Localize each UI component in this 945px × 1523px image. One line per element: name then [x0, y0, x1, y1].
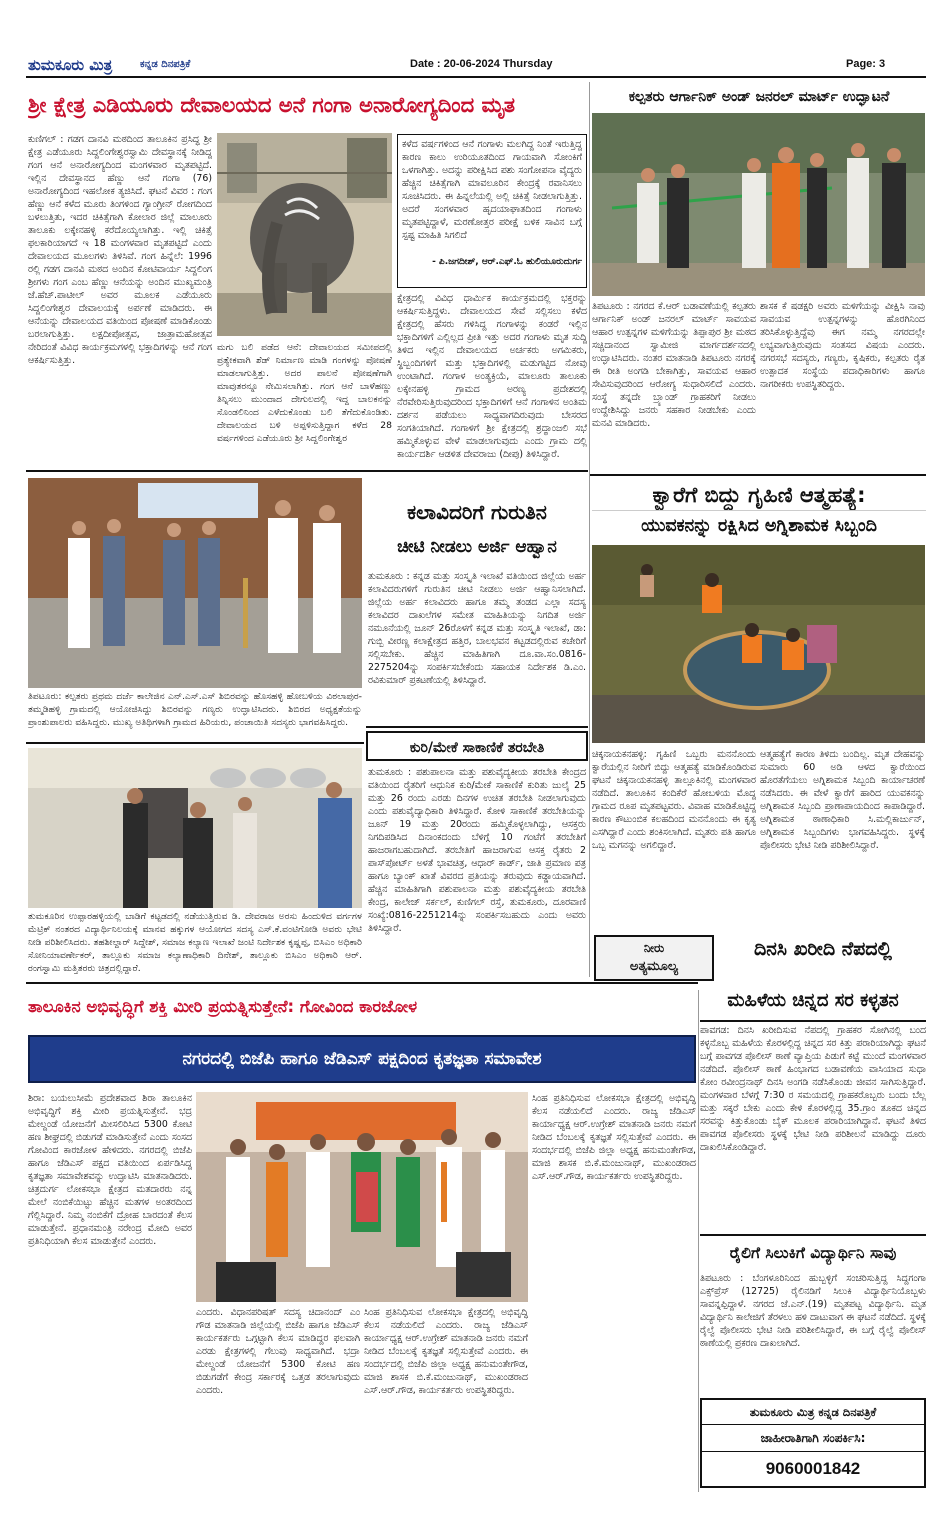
article8-col2: ಎಂದರು. ವಿಧಾನಪರಿಷತ್ ಸದಸ್ಯ ಚಿದಾನಂದ್ ಎಂ ಗೌಡ ಮಾತನಾಡಿ ಜಿಲ್ಲೆಯಲ್ಲಿ ಬಿಜೆಪಿ ಹಾಗೂ ಜೆಡಿಎಸ್ ಕಾರ್ಯಕರ್ತರು ಒಗ್ಗಟ್ಟಾಗಿ ಕೆಲಸ ಮಾಡಿದ್ದರ ಫಲವಾಗಿ ಎರಡು ಕ್ಷೇತ್ರಗಳಲ್ಲಿ ಗೆಲುವು ಸಾಧ್ಯವಾಗಿದೆ. ಭದ್ರಾ ಮೇಲ್ದಂಡೆ ಯೋಜನೆಗೆ 5300 ಕೋಟಿ ಹಣ ಬಿಡುಗಡೆಗೆ ಕೇಂದ್ರ ಸರ್ಕಾರಕ್ಕೆ ಒತ್ತಡ ತರಲಾಗುವುದು ಎಂದರು. — [196, 1307, 360, 1396]
article2-col2: ಶಾಸಕ ಕೆ ಷಡಕ್ಷರಿ ಅವರು ಮಳಿಗೆಯನ್ನು ವೀಕ್ಷಿಸಿ ನಾವು ಸಾವಯವ ಉತ್ಪನ್ನಗಳನ್ನು ಹೊರಗಿನಿಂದ ತರಿಸಿಕೊಳ್ಳುತ್ತಿದ್ದೆವು ಈಗ ನಮ್ಮ ನಗರದಲ್ಲೇ ಲಭ್ಯವಾಗುತ್ತಿರುವುದು ಸಂತಸದ ವಿಷಯ ಎಂದರು. ನಗರಸಭೆ ಸದಸ್ಯರು, ಗಣ್ಯರು, ಕೃಷಿಕರು, ಕಲ್ಪತರು ರೈತ ಉತ್ಪಾದಕ ಸಂಸ್ಥೆಯ ಪದಾಧಿಕಾರಿಗಳು ಹಾಗೂ ನಾಗರೀಕರು ಉಪಸ್ಥಿತರಿದ್ದರು. — [760, 301, 925, 390]
article8-banner — [28, 1035, 696, 1083]
article7-body: ತಿಪಟೂರು : ಬೆಂಗಳೂರಿನಿಂದ ಹುಬ್ಬಳ್ಳಿಗೆ ಸಂಚರಿಸುತ್ತಿದ್ದ ಸಿದ್ದಗಂಗಾ ಎಕ್ಸ್‌ಪ್ರೆಸ್ (12725) ರೈಲಿನಡಿಗೆ ಸಿಲುಕಿ ವಿದ್ಯಾರ್ಥಿನಿಯೊಬ್ಬಳು ಸಾವನ್ನಪ್ಪಿದ್ದಾಳೆ. ನಗರದ ಜೆ.ಎನ್.(19) ಮೃತಪಟ್ಟ ವಿದ್ಯಾರ್ಥಿನಿ. ಮೃತ ವಿದ್ಯಾರ್ಥಿನಿ ಕಾಲೇಜಿಗೆ ತೆರಳಲು ಹಳಿ ದಾಟುವಾಗ ಈ ಘಟನೆ ನಡೆದಿದೆ. ಸ್ಥಳಕ್ಕೆ ರೈಲ್ವೆ ಪೊಲೀಸರು ಭೇಟಿ ನೀಡಿ ಪರಿಶೀಲಿಸಿದ್ದಾರೆ, ಈ ಬಗ್ಗೆ ರೈಲ್ವೆ ಪೊಲೀಸ್ ಠಾಣೆಯಲ್ಲಿ ಪ್ರಕರಣ ದಾಖಲಾಗಿದೆ. — [700, 1273, 926, 1349]
masthead-rule — [26, 76, 926, 78]
article5-headline: ಕುರಿ/ಮೇಕೆ ಸಾಕಾಣಿಕೆ ತರಬೇತಿ — [366, 731, 588, 761]
col-divider-bottom — [698, 990, 699, 1492]
ad-box — [700, 1398, 926, 1488]
article4-headline-line1: ಕಲಾವಿದರಿಗೆ ಗುರುತಿನ — [407, 500, 547, 524]
ad-box-line2: ಜಾಹೀರಾತಿಗಾಗಿ ಸಂಪರ್ಕಿಸಿ: — [702, 1425, 924, 1452]
article2-col1: ತಿಪಟೂರು : ನಗರದ ಕೆ.ಆರ್ ಬಡಾವಣೆಯಲ್ಲಿ ಕಲ್ಪತರು ಆರ್ಗಾನಿಕ್ ಅಂಡ್ ಜನರಲ್ ಮಾರ್ಟ್ ಸಾವಯವ ಆಹಾರ ಉತ್ಪನ್ನಗಳ ಮಳಿಗೆಯನ್ನು ತಿಪ್ಪಾಪುರ ಶ್ರೀ ಮಠದ ಸಚ್ಚಿದಾನಂದ ಸ್ವಾಮೀಜಿ ಮಾರ್ಗದರ್ಶನದಲ್ಲಿ ಉದ್ಘಾಟಿಸಿದರು. ನಂತರ ಮಾತನಾಡಿ ತಿಪಟೂರು ನಗರಕ್ಕೆ ಈ ರೀತಿ ಅಂಗಡಿ ಬೇಕಾಗಿತ್ತು, ಸಾವಯವ ಆಹಾರ ಸೇವಿಸುವುದರಿಂದ ಆರೋಗ್ಯ ಸುಧಾರಿಸಲಿದೆ ಎಂದರು. ಸಂಸ್ಥೆ ತನ್ನದೇ ಬ್ರ್ಯಾಂಡ್ ಗ್ರಾಹಕರಿಗೆ ನೀಡಲು ಉದ್ದೇಶಿಸಿದ್ದು ಜನರು ಸಹಕಾರ ನೀಡಬೇಕು ಎಂದು ಮನವಿ ಮಾಡಿದರು. — [592, 301, 756, 429]
article4-body: ತುಮಕೂರು : ಕನ್ನಡ ಮತ್ತು ಸಂಸ್ಕೃತಿ ಇಲಾಖೆ ವತಿಯಿಂದ ಜಿಲ್ಲೆಯ ಅರ್ಹ ಕಲಾವಿದರುಗಳಿಗೆ ಗುರುತಿನ ಚೀಟಿ ನೀಡಲು ಅರ್ಜಿ ಆಹ್ವಾನಿಸಲಾಗಿದೆ. ಜಿಲ್ಲೆಯ ಅರ್ಹ ಕಲಾವಿದರು ಹಾಗೂ ತಮ್ಮ ತಂಡದ ಎಲ್ಲಾ ಸದಸ್ಯ ಕಲಾವಿದರ ದಾಖಲೆಗಳ ಸಮೇತ ಮಾಹಿತಿಯನ್ನು ನಿಗದಿತ ಅರ್ಜಿ ನಮೂನೆಯಲ್ಲಿ ಜೂನ್ 26ರೊಳಗೆ ಕನ್ನಡ ಮತ್ತು ಸಂಸ್ಕೃತಿ ಇಲಾಖೆ, ಡಾ: ಗುಬ್ಬಿ ವೀರಣ್ಣ ಕಲಾಕ್ಷೇತ್ರದ ಹತ್ತಿರ, ಬಾಲಭವನ ಕಟ್ಟಡದಲ್ಲಿರುವ ಕಚೇರಿಗೆ ಸಲ್ಲಿಸಬೇಕು. ಹೆಚ್ಚಿನ ಮಾಹಿತಿಗಾಗಿ ದೂ.ವಾ.ಸಂ.0816-2275204ನ್ನು ಸಂಪರ್ಕಿಸಬೇಕೆಂದು ಸಹಾಯಕ ನಿರ್ದೇಶಕ ಡಿ.ಎಂ. ರವಿಕುಮಾರ್ ಪ್ರಕಟಣೆಯಲ್ಲಿ ತಿಳಿಸಿದ್ದಾರೆ. — [368, 571, 586, 686]
masthead-date: Date : 20-06-2024 Thursday — [410, 58, 553, 70]
article4-headline-line2: ಚೀಟಿ ನೀಡಲು ಅರ್ಜಿ ಆಹ್ವಾನ — [397, 537, 557, 557]
article8-col4: ಸಿಂಹ ಪ್ರತಿನಿಧಿಸುವ ಲೋಕಸಭಾ ಕ್ಷೇತ್ರದಲ್ಲಿ ಅಭಿವೃದ್ಧಿ ಕೆಲಸ ನಡೆಯಲಿದೆ ಎಂದರು. ರಾಜ್ಯ ಜೆಡಿಎಸ್ ಕಾರ್ಯಾಧ್ಯಕ್ಷ ಆರ್.ಉಗ್ರೇಶ್ ಮಾತನಾಡಿ ಜನರು ನಮಗೆ ನೀಡಿದ ಬೆಂಬಲಕ್ಕೆ ಕೃತಜ್ಞತೆ ಸಲ್ಲಿಸುತ್ತೇವೆ ಎಂದರು. ಈ ಸಂದರ್ಭದಲ್ಲಿ ಬಿಜೆಪಿ ಜಿಲ್ಲಾ ಅಧ್ಯಕ್ಷ ಹನುಮಂತೇಗೌಡ, ಮಾಜಿ ಶಾಸಕ ಬಿ.ಕೆ.ಮಂಜುನಾಥ್, ಮುಖಂಡರಾದ ಎಸ್.ಆರ್.ಗೌಡ, ಕಾರ್ಯಕರ್ತರು ಉಪಸ್ಥಿತರಿದ್ದರು. — [532, 1093, 696, 1182]
event1-photo — [28, 478, 362, 688]
article3-col1: ಚಿಕ್ಕನಾಯಕನಹಳ್ಳಿ: ಗೃಹಿಣಿ ಒಬ್ಬರು ಮನನೊಂದು ಕ್ವಾರೆಯಲ್ಲಿನ ನೀರಿಗೆ ಬಿದ್ದು ಆತ್ಮಹತ್ಯೆ ಮಾಡಿಕೊಂಡಿರುವ ಘಟನೆ ಚಿಕ್ಕನಾಯಕನಹಳ್ಳಿ ತಾಲ್ಲೂಕಿನಲ್ಲಿ ಮಂಗಳವಾರ ನಡೆದಿದೆ. ತಾಲೂಕಿನ ಕಂದಿಕೆರೆ ಹೋಬಳಿಯ ಮೊದ್ದ ಗ್ರಾಮದ ರೂಪ ಮೃತಪಟ್ಟವರು. ವಿವಾಹ ಮಾಡಿಕೊಟ್ಟಿದ್ದ ಕಾರಣ ಕೌಟುಂಬಿಕ ಕಲಹದಿಂದ ಮನನೊಂದು ಈ ಕೃತ್ಯ ಎಸಗಿದ್ದಾರೆ ಎಂದು ಶಂಕಿಸಲಾಗಿದೆ. ಮೃತರು ಪತಿ ಹಾಗೂ ಒಬ್ಬ ಮಗನನ್ನು ಅಗಲಿದ್ದಾರೆ. — [592, 749, 756, 851]
article1-rule — [26, 470, 588, 472]
article8-rally-photo — [196, 1092, 528, 1302]
article6-rule-top — [700, 1020, 926, 1022]
article2-inauguration-photo — [592, 113, 925, 296]
article1-boxed-quote — [397, 134, 587, 288]
article3-col2: ಆತ್ಮಹತ್ಯೆಗೆ ಕಾರಣ ತಿಳಿದು ಬಂದಿಲ್ಲ. ಮೃತ ದೇಹವನ್ನು ಸುಮಾರು 60 ಅಡಿ ಆಳದ ಕ್ವಾರೆಯಿಂದ ಹೊರತೆಗೆಯಲು ಅಗ್ನಿಶಾಮಕ ಸಿಬ್ಬಂದಿ ಕಾರ್ಯಾಚರಣೆ ನಡೆಸಿದರು. ಈ ವೇಳೆ ಕ್ವಾರೆಗೆ ಹಾರಿದ ಯುವಕನನ್ನು ಅಗ್ನಿಶಾಮಕ ಸಿಬ್ಬಂದಿ ಪ್ರಾಣಾಪಾಯದಿಂದ ಕಾಪಾಡಿದ್ದಾರೆ. ಅಗ್ನಿಶಾಮಕ ಠಾಣಾಧಿಕಾರಿ ಸಿ.ಮಲ್ಲಿಕಾರ್ಜುನ್, ಅಗ್ನಿಶಾಮಕ ಸಿಬ್ಬಂದಿಗಳು ಭಾಗವಹಿಸಿದ್ದರು. ಸ್ಥಳಕ್ಕೆ ಪೊಲೀಸರು ಭೇಟಿ ನೀಡಿ ಪರಿಶೀಲಿಸಿದ್ದಾರೆ. — [760, 749, 925, 851]
water-box-line1: ನೀರು — [643, 941, 665, 955]
article4-rule — [366, 726, 588, 728]
event2-photo — [28, 748, 362, 908]
article3-headline-line2: ಯುವಕನನ್ನು ರಕ್ಷಿಸಿದ ಅಗ್ನಿಶಾಮಕ ಸಿಬ್ಬಂದಿ — [592, 510, 926, 540]
article8-headline: ತಾಲೂಕಿನ ಅಭಿವೃದ್ಧಿಗೆ ಶಕ್ತಿ ಮೀರಿ ಪ್ರಯತ್ನಿಸುತ್ತೇನೆ: ಗೋವಿಂದ ಕಾರಜೋಳ — [28, 997, 418, 1016]
ad-box-line1: ತುಮಕೂರು ಮಿತ್ರ ಕನ್ನಡ ದಿನಪತ್ರಿಕೆ — [702, 1400, 924, 1425]
article6-headline-line2: ಮಹಿಳೆಯ ಚಿನ್ನದ ಸರ ಕಳ್ಳತನ — [727, 990, 899, 1011]
article7-headline: ರೈಲಿಗೆ ಸಿಲುಕಿಗೆ ವಿದ್ಯಾರ್ಥಿನಿ ಸಾವು — [729, 1244, 897, 1262]
article2-rule — [590, 474, 926, 476]
col-divider-left — [589, 82, 590, 977]
article7-rule — [700, 1234, 926, 1236]
event1-caption: ತಿಪಟೂರು: ಕಲ್ಪತರು ಪ್ರಥಮ ದರ್ಜೆ ಕಾಲೇಜಿನ ಎನ್.ಎಸ್.ಎಸ್ ಶಿಬಿರವನ್ನು ಹೊಸಹಳ್ಳಿ ಹೋಬಳಿಯ ವಿಠಲಾಪುರ-ತಮ್ಮಡಿಹಳ್ಳಿ ಗ್ರಾಮದಲ್ಲಿ ಆಯೋಜಿಸಿದ್ದು ಶಿಬಿರವನ್ನು ಗಣ್ಯರು ಉದ್ಘಾಟಿಸಿದರು. ಶಿಬಿರದ ಅಧ್ಯಕ್ಷತೆಯನ್ನು ಪ್ರಾಂಶುಪಾಲರು ವಹಿಸಿದ್ದರು. ಮುಖ್ಯ ಅತಿಥಿಗಳಾಗಿ ಗ್ರಾಮದ ಹಿರಿಯರು, ಪಂಚಾಯಿತಿ ಸದಸ್ಯರು ಭಾಗವಹಿಸಿದ್ದರು. — [28, 691, 362, 728]
event2-caption: ತುಮಕೂರಿನ ಉಪ್ಪಾರಹಳ್ಳಿಯಲ್ಲಿ ಬಾಡಿಗೆ ಕಟ್ಟಡದಲ್ಲಿ ನಡೆಯುತ್ತಿರುವ ಡಿ. ದೇವರಾಜ ಅರಸು ಹಿಂದುಳಿದ ವರ್ಗಗಳ ಮೆಟ್ರಿಕ್ ನಂತರದ ವಿದ್ಯಾರ್ಥಿನಿಲಯಕ್ಕೆ ಮಾನವ ಹಕ್ಕುಗಳ ಆಯೋಗದ ಸದಸ್ಯ ಎಸ್.ಕೆ.ವಂಟಿಗೋಡಿ ಅವರು ಭೇಟಿ ನೀಡಿ ಪರಿಶೀಲಿಸಿದರು. ತಹಶೀಲ್ದಾರ್ ಸಿದ್ದೇಶ್, ಸಮಾಜ ಕಲ್ಯಾಣ ಇಲಾಖೆ ಜಂಟಿ ನಿರ್ದೇಶಕ ಕೃಷ್ಣಪ್ಪ, ಬಿಸಿಎಂ ಅಧಿಕಾರಿ ಸೋನಿಯಾವರ್ಣೇಕರ್, ತಾಲ್ಲೂಕು ಸಮಾಜ ಕಲ್ಯಾಣಾಧಿಕಾರಿ ದಿನೇಶ್, ತಾಲ್ಲೂಕು ಬಿಸಿಎಂ ಅಧಿಕಾರಿ ಆರ್. ರಂಗಸ್ವಾಮಿ ಮತ್ತಿತರರು ಚಿತ್ರದಲ್ಲಿದ್ದಾರೆ. — [28, 911, 362, 974]
article8-top-rule — [26, 982, 698, 984]
masthead-page: Page: 3 — [846, 58, 886, 70]
article8-col3: ಸಿಂಹ ಪ್ರತಿನಿಧಿಸುವ ಲೋಕಸಭಾ ಕ್ಷೇತ್ರದಲ್ಲಿ ಅಭಿವೃದ್ಧಿ ಕೆಲಸ ನಡೆಯಲಿದೆ ಎಂದರು. ರಾಜ್ಯ ಜೆಡಿಎಸ್ ಕಾರ್ಯಾಧ್ಯಕ್ಷ ಆರ್.ಉಗ್ರೇಶ್ ಮಾತನಾಡಿ ಜನರು ನಮಗೆ ನೀಡಿದ ಬೆಂಬಲಕ್ಕೆ ಕೃತಜ್ಞತೆ ಸಲ್ಲಿಸುತ್ತೇವೆ ಎಂದರು. ಈ ಸಂದರ್ಭದಲ್ಲಿ ಬಿಜೆಪಿ ಜಿಲ್ಲಾ ಅಧ್ಯಕ್ಷ ಹನುಮಂತೇಗೌಡ, ಮಾಜಿ ಶಾಸಕ ಬಿ.ಕೆ.ಮಂಜುನಾಥ್, ಮುಖಂಡರಾದ ಎಸ್.ಆರ್.ಗೌಡ, ಕಾರ್ಯಕರ್ತರು ಉಪಸ್ಥಿತರಿದ್ದರು. — [364, 1307, 528, 1396]
masthead-logo: ತುಮಕೂರು ಮಿತ್ರ — [28, 56, 113, 74]
article2-headline: ಕಲ್ಪತರು ಆರ್ಗಾನಿಕ್ ಅಂಡ್ ಜನರಲ್ ಮಾರ್ಟ್ ಉದ್ಘಾಟನೆ — [628, 89, 890, 105]
article1-elephant-photo — [217, 133, 392, 336]
article1-boxed-text: ಕಳೆದ ವರ್ಷಗಳಿಂದ ಆನೆ ಗಂಗಾಳು ಮಲಗಿದ್ದ ನಿಂತೆ ಇರುತ್ತಿದ್ದ ಕಾರಣ ಕಾಲು ಉರಿಯೂತದಿಂದ ಗಾಯವಾಗಿ ಸೋಂಕಿಗೆ ಒಳಗಾಗಿತ್ತು. ಅದನ್ನು ಪರೀಕ್ಷಿಸಿದ ಪಶು ಸಂಗೋಪನಾ ವೈದ್ಯರು ಹೆಚ್ಚಿನ ಚಿಕಿತ್ಸೆಗಾಗಿ ಮಾವಲೂರಿನ ಕೇಂದ್ರಕ್ಕೆ ರವಾನಿಸಲು ಸೂಚಿಸಿದರು. ಈ ಹಿನ್ನಲೆಯಲ್ಲಿ ಅಲ್ಲಿ ಚಿಕಿತ್ಸೆ ನೀಡಲಾಗುತ್ತಿತ್ತು. ಅದರೆ ಸಂಗಳವಾರ ಹೃದಯಾಘಾತದಿಂದ ಗಂಗಾಳು ಮೃತಪಟ್ಟಿದ್ದಾಳೆ, ಮರಣೋತ್ತರ ಪರೀಕ್ಷೆ ಬಳಿಕ ಸಾವಿನ ಬಗ್ಗೆ ಸ್ಪಷ್ಟ ಮಾಹಿತಿ ಸಿಗಲಿದೆ — [402, 139, 582, 241]
article8-col1: ಶಿರಾ: ಬಯಲುಸೀಮೆ ಪ್ರದೇಶವಾದ ಶಿರಾ ತಾಲೂಕಿನ ಅಭಿವೃದ್ಧಿಗೆ ಶಕ್ತಿ ಮೀರಿ ಪ್ರಯತ್ನಿಸುತ್ತೇನೆ. ಭದ್ರ ಮೇಲ್ದಂಡೆ ಯೋಜನೆಗೆ ಮೀಸಲಿರಿಸಿದ 5300 ಕೋಟಿ ಹಣ ಶೀಘ್ರದಲ್ಲಿ ಬಿಡುಗಡೆ ಮಾಡಿಸುತ್ತೇನೆ ಎಂದು ಸಂಸದ ಗೋವಿಂದ ಕಾರಜೋಳ ಹೇಳಿದರು. ನಗರದಲ್ಲಿ ಬಿಜೆಪಿ ಹಾಗೂ ಜೆಡಿಎಸ್ ಪಕ್ಷದ ವತಿಯಿಂದ ಏರ್ಪಡಿಸಿದ್ದ ಕೃತಜ್ಞತಾ ಸಮಾವೇಶವನ್ನು ಉದ್ಘಾಟಿಸಿ ಮಾತನಾಡಿದರು. ಚಿತ್ರದುರ್ಗ ಲೋಕಸಭಾ ಕ್ಷೇತ್ರದ ಮತದಾರರು ನನ್ನ ಮೇಲೆ ನಂಬಿಕೆಯಿಟ್ಟು ಹೆಚ್ಚಿನ ಮತಗಳ ಅಂತರದಿಂದ ಗೆಲ್ಲಿಸಿದ್ದಾರೆ. ನಿಮ್ಮ ನಂಬಿಕೆಗೆ ದ್ರೋಹ ಬಾರದಂತೆ ಕೆಲಸ ಮಾಡುತ್ತೇನೆ. ಪ್ರಧಾನಮಂತ್ರಿ ನರೇಂದ್ರ ಮೋದಿ ಅವರ ಪ್ರತಿನಿಧಿಯಾಗಿ ಕೆಲಸ ಮಾಡುತ್ತೇನೆ ಎಂದರು. — [28, 1093, 192, 1247]
masthead-tagline: ಕನ್ನಡ ದಿನಪತ್ರಿಕೆ — [140, 59, 191, 70]
article1-headline: ಶ್ರೀ ಕ್ಷೇತ್ರ ಎಡಿಯೂರು ದೇವಾಲಯದ ಅನೆ ಗಂಗಾ ಅನಾರೋಗ್ಯದಿಂದ ಮೃತ — [28, 93, 516, 117]
article1-col3: ಕ್ಷೇತ್ರದಲ್ಲಿ ವಿವಿಧ ಧಾರ್ಮಿಕ ಕಾರ್ಯಕ್ರಮದಲ್ಲಿ ಭಕ್ತರನ್ನು ಆಕರ್ಷಿಸುತ್ತಿದ್ದಳು. ದೇವಾಲಯದ ಸೇವೆ ಸಲ್ಲಿಸಲು ಕಳೆದ ಕ್ಷೇತ್ರದಲ್ಲಿ ಹೆಸರು ಗಳಿಸಿದ್ದ ಗಂಗಾಳನ್ನು ಕಂಡರೆ ಇಲ್ಲಿನ ಭಕ್ತಾದಿಗಳಿಗೆ ಎಲ್ಲಿಲ್ಲದ ಪ್ರೀತಿ ಇತ್ತು ಅದರ ಗಂಗಾಳು ಮೃತ ಸುದ್ದಿ ತಿಳಿದ ಇಲ್ಲಿನ ದೇವಾಲಯದ ಅರ್ಚಕರು ಅಗಮಿಕರು, ಸ್ಥಿಬ್ಬಂದಿಗಳಿಗೆ ಮತ್ತು ಭಕ್ತಾದಿಗಳಲ್ಲಿ ಮಡುಗಟ್ಟಿದ ನೋವು ಉಂಟಾಗಿದೆ. ಗಂಗಾಳ ಅಂತ್ಯಕ್ರಿಯೆ, ಮಾಲೂರು ತಾಲೂಕು ಲಕ್ಕೇನಹಳ್ಳಿ ಗ್ರಾಮದ ಅರಣ್ಯ ಪ್ರದೇಶದಲ್ಲಿ ನೆರವೇರಿಸುತ್ತಿರುವುದರಿಂದ ಭಕ್ತಾದಿಗಳಿಗೆ ಆನೆ ಗಂಗಾಳಿನ ಅಂತಿಮ ದರ್ಶನ ಪಡೆಯಲು ಸಾಧ್ಯವಾಗದಿರುವುದು ಬೇಸರದ ಸಂಗತಿಯಾಗಿದೆ. ಗಂಗಾಳಿಗೆ ಶ್ರೀ ಕ್ಷೇತ್ರದಲ್ಲಿ ಶ್ರದ್ಧಾಂಜಲಿ ಸಭೆ ಹಮ್ಮಿಕೊಳ್ಳುವ ವೇಳೆ ಮಾಡಲಾಗುವುದು ಎಂದು ಗ್ರಾಮ ದಲ್ಲಿ ಕಾರ್ಯದರ್ಶಿ ಆಡಳಿತ ದೇವರಾಜು (ದೀಪು) ತಿಳಿಸಿದ್ದಾರೆ. — [397, 293, 587, 460]
water-box — [594, 935, 714, 981]
article6-body: ಪಾವಗಡ: ದಿನಸಿ ಖರೀದಿಸುವ ನೆಪದಲ್ಲಿ ಗ್ರಾಹಕರ ಸೋಗಿನಲ್ಲಿ ಬಂದ ಕಳ್ಳನೊಬ್ಬ ಮಹಿಳೆಯ ಕೊರಳಲ್ಲಿದ್ದ ಚಿನ್ನದ ಸರ ಕಿತ್ತು ಪರಾರಿಯಾಗಿದ್ದು ಘಟನೆ ಬಗ್ಗೆ ಪಾವಗಡ ಪೊಲೀಸ್ ಠಾಣೆ ವ್ಯಾಪ್ತಿಯ ಪಿಡುಗೆ ಕಟ್ಟೆ ಮುಂದೆ ಮಂಗಳವಾರ ನಡೆದಿದೆ. ಪೊಲೀಸ್ ಠಾಣೆ ಹಿಂಭಾಗದ ಬಡಾವಣೆಯ ವಾಸಿಯಾದ ಸುಧಾ ಕೋಂ ರವೀಂದ್ರನಾಥ್ ದಿನಸಿ ಅಂಗಡಿ ನಡೆಸಿಕೊಂಡು ಜೀವನ ಸಾಗಿಸುತ್ತಿದ್ದಾರೆ. ಮಂಗಳವಾರ ಬೆಳಗ್ಗೆ 7:30 ರ ಸಮಯದಲ್ಲಿ ಗ್ರಾಹಕರೊಬ್ಬರು ಬಂದು ಬೆಲ್ಲ ಮತ್ತು ಸಕ್ಕರೆ ಬೇಕು ಎಂದು ಕೇಳಿ ಕೊರಳಲ್ಲಿದ್ದ 35.ಗ್ರಾಂ ತೂಕದ ಚಿನ್ನದ ಸರವನ್ನು ಕಿತ್ತುಕೊಂಡು ಬೈಕ್ ಮೂಲಕ ಪರಾರಿಯಾಗಿದ್ದಾನೆ. ಘಟನೆ ತಿಳಿದ ಪಾವಗಡ ಪೊಲೀಸರು ಸ್ಥಳಕ್ಕೆ ಭೇಟಿ ನೀಡಿ ಪರಿಶೀಲನೆ ಮಾಡಿದ್ದು ದೂರು ದಾಖಲಿಸಿಕೊಂಡಿದ್ದಾರೆ. — [700, 1025, 926, 1153]
article8-banner-text: ನಗರದಲ್ಲಿ ಬಿಜೆಪಿ ಹಾಗೂ ಜೆಡಿಎಸ್ ಪಕ್ಷದಿಂದ ಕೃತಜ್ಞತಾ ಸಮಾವೇಶ — [182, 1049, 542, 1069]
article1-col1: ಕುಣಿಗಲ್ : ಗಡಗ ದಾನವಿ ಮಠದಿಂದ ತಾಲೂಕಿನ ಪ್ರಸಿದ್ಧ ಶ್ರೀ ಕ್ಷೇತ್ರ ಎಡೆಯೂರು ಸಿದ್ದಲಿಂಗೇಶ್ವರಸ್ವಾಮಿ ದೇವಸ್ಥಾನಕ್ಕೆ ನೀಡಿದ್ದ ಗಂಗ ಆನೆ ಅನಾರೋಗ್ಯದಿಂದ ಮಂಗಳವಾರ ಮೃತಪಟ್ಟಿದೆ. ಇಲ್ಲಿನ ದೇವಸ್ಥಾನದ ಹೆಣ್ಣು ಆನೆ ಗಂಗಾ (76) ಅನಾರೋಗ್ಯದಿಂದ ಇಹಲೋಕ ತ್ಯಜಿಸಿದೆ. ಘಟನೆ ವಿವರ : ಗಂಗ ಹೆಣ್ಣು ಆನೆ ಕಳೆದ ಮೂರು ತಿಂಗಳಿಂದ ಗ್ಯಾಂಗ್ರೀನ್ ರೋಗದಿಂದ ಬಳಲುತ್ತಿತು, ಇದರ ಚಿಕಿತ್ಸೆಗಾಗಿ ಕೋಲಾರ ಜಿಲ್ಲೆ ಮಾಲೂರು ತಾಲೂಕು ಲಕ್ಕೇನಹಳ್ಳಿ ಕರೆದೊಯ್ಯಲಾಗಿತ್ತು. ಇಲ್ಲಿ ಚಿಕಿತ್ಸೆ ಫಲಕಾರಿಯಾಗದೆ ಇ 18 ಮಂಗಳವಾರ ಮೃತಪಟ್ಟಿದೆ ಎಂದು ದೇವಾಲಯದ ಮೂಲಗಳು ತಿಳಿಸಿವೆ. ಗಂಗ ಹಿನ್ನೆಲೆ: 1996 ರಲ್ಲಿ ಗಡಗ ದಾನವಿ ಮಠದ ಅಂದಿನ ಕೋಟಿವಾರ್ಯ ಸಿದ್ದಲಿಂಗ ಶ್ರೀಗಳು ಗಂಗ ಎಂಬ ಹೆಣ್ಣು ಆನೆಯನ್ನು ಅಂದಿನ ಮುಖ್ಯಮಂತ್ರಿ ಜೆ.ಹೆಚ್.ಪಾಟೀಲ್ ಅವರ ಮೂಲಕ ಎಡೆಯೂರು ಸಿದ್ದಲಿಂಗೇಶ್ವರ ದೇವಾಲಯಕ್ಕೆ ಅರ್ಪಣೆ ಮಾಡಿದರು. ಈ ಆನೆಯನ್ನು ದೇವಾಲಯದ ವತಿಯಿಂದ ಪೋಷಣೆ ಮಾಡಿಕೊಂಡು ಬರಲಾಗುತ್ತಿತ್ತು. ಲಕ್ಷದೀಪೋತ್ಸವ, ಜಾತ್ರಾಮಹೋತ್ಸವ ನೇರಿದಂತೆ ವಿವಿಧ ಕಾರ್ಯಕ್ರಮಗಳಲ್ಲಿ ಭಕ್ತಾದಿಗಳನ್ನು ಆನೆ ಗಂಗ ಆಕರ್ಷಿಸುತ್ತಿತ್ತು. — [28, 134, 212, 366]
ad-box-phone: 9060001842 — [765, 1459, 861, 1478]
event1-rule — [26, 742, 364, 744]
article1-photo-caption: ಮಗು ಬಲಿ ಪಡೆದ ಆನೆ: ದೇವಾಲಯದ ಸಮೀಪದಲ್ಲಿ ಪ್ರತ್ಯೇಕವಾಗಿ ಶೆಡ್ ನಿರ್ಮಾಣ ಮಾಡಿ ಗಂಗಳನ್ನು ಪೋಷಣೆ ಮಾಡಲಾಗುತ್ತಿತ್ತು. ಅದರ ಪಾಲನೆ ಪೋಷಣೆಗಾಗಿ ಮಾವುತರನ್ನೂ ನೇಮಿಸಲಾಗಿತ್ತು. ಗಂಗ ಆನೆ ಬಾಳೆಹಣ್ಣು ತಿನ್ನಿಸಲು ಮುಂದಾದ ದೇಗುಲದಲ್ಲಿ ಇದ್ದ ಬಾಲಕನನ್ನು ಸೊಂಡಲಿನಿಂದ ಎಳೆದುಕೊಂಡು ಬಲಿ ತೆಗೆದುಕೊಂಡಿತು. ದೇವಾಲಯದ ಬಳಿ ಅಪ್ಪಳಿಸುತ್ತಿದ್ದಾಗ ಕಳೆದ 28 ವರ್ಷಗಳಿಂದ ಎಡೆಯೂರು ಶ್ರೀ ಸಿದ್ದಲಿಂಗೇಶ್ವರ — [217, 342, 392, 444]
article3-rescue-photo — [592, 545, 925, 743]
article1-boxed-signature: - ಪಿ.ಜಗದೀಶ್, ಆರ್.ಎಫ್.ಓ ಹುಲಿಯೂರುದುರ್ಗ — [432, 257, 582, 267]
article5-body: ತುಮಕೂರು : ಪಶುಪಾಲನಾ ಮತ್ತು ಪಶುವೈದ್ಯಕೀಯ ತರಬೇತಿ ಕೇಂದ್ರದ ವತಿಯಿಂದ ರೈತರಿಗೆ ಆಧುನಿಕ ಕುರಿ/ಮೇಕೆ ಸಾಕಾಣಿಕೆ ಕುರಿತು ಜುಲೈ 25 ಮತ್ತು 26 ರಂದು ಎರಡು ದಿನಗಳ ಉಚಿತ ತರಬೇತಿ ನೀಡಲಾಗುವುದು ಎಂದು ಪಶುವೈದ್ಯಾಧಿಕಾರಿ ತಿಳಿಸಿದ್ದಾರೆ. ಕೋಳಿ ಸಾಕಾಣಿಕೆ ತರಬೇತಿಯನ್ನು ಜೂನ್ 19 ಮತ್ತು 20ರಂದು ಹಮ್ಮಿಕೊಳ್ಳಲಾಗಿದ್ದು, ಆಸಕ್ತರು ನಿಗದಿಪಡಿಸಿದ ದಿನಾಂಕದಂದು ಬೆಳಿಗ್ಗೆ 10 ಗಂಟೆಗೆ ತರಬೇತಿಗೆ ಹಾಜರಾಗಬಹುದಾಗಿದೆ. ತರಬೇತಿಗೆ ಹಾಜರಾಗುವ ಆಸಕ್ತ ರೈತರು 2 ಪಾಸ್‌ಪೋರ್ಟ್ ಅಳತೆ ಭಾವಚಿತ್ರ, ಆಧಾರ್ ಕಾರ್ಡ್, ಜಾತಿ ಪ್ರಮಾಣ ಪತ್ರ ಹಾಗೂ ಬ್ಯಾಂಕ್ ಖಾತೆ ವಿವರದ ಪ್ರತಿಯನ್ನು ತರುವುದು ಕಡ್ಡಾಯವಾಗಿದೆ. ಹೆಚ್ಚಿನ ಮಾಹಿತಿಗಾಗಿ ಪಶುಪಾಲನಾ ಮತ್ತು ಪಶುವೈದ್ಯಕೀಯ ತರಬೇತಿ ಕೇಂದ್ರ, ಕಾಲೇಜ್ ಸರ್ಕಲ್, ಕುಣಿಗಲ್ ರಸ್ತೆ, ತುಮಕೂರು, ದೂರವಾಣಿ ಸಂಖ್ಯೆ:0816-2251214ನ್ನು ಸಂಪರ್ಕಿಸಬಹುದು ಎಂದು ಅವರು ತಿಳಿಸಿದ್ದಾರೆ. — [368, 767, 586, 934]
article6-headline-line1: ದಿನಸಿ ಖರೀದಿ ನೆಪದಲ್ಲಿ — [754, 938, 892, 960]
masthead — [28, 56, 924, 76]
water-box-line2: ಅತ್ಯಮೂಲ್ಯ — [629, 959, 679, 974]
article3-headline-line1: ಕ್ವಾರೆಗೆ ಬಿದ್ದು ಗೃಹಿಣಿ ಆತ್ಮಹತ್ಯೆ: — [652, 483, 866, 507]
